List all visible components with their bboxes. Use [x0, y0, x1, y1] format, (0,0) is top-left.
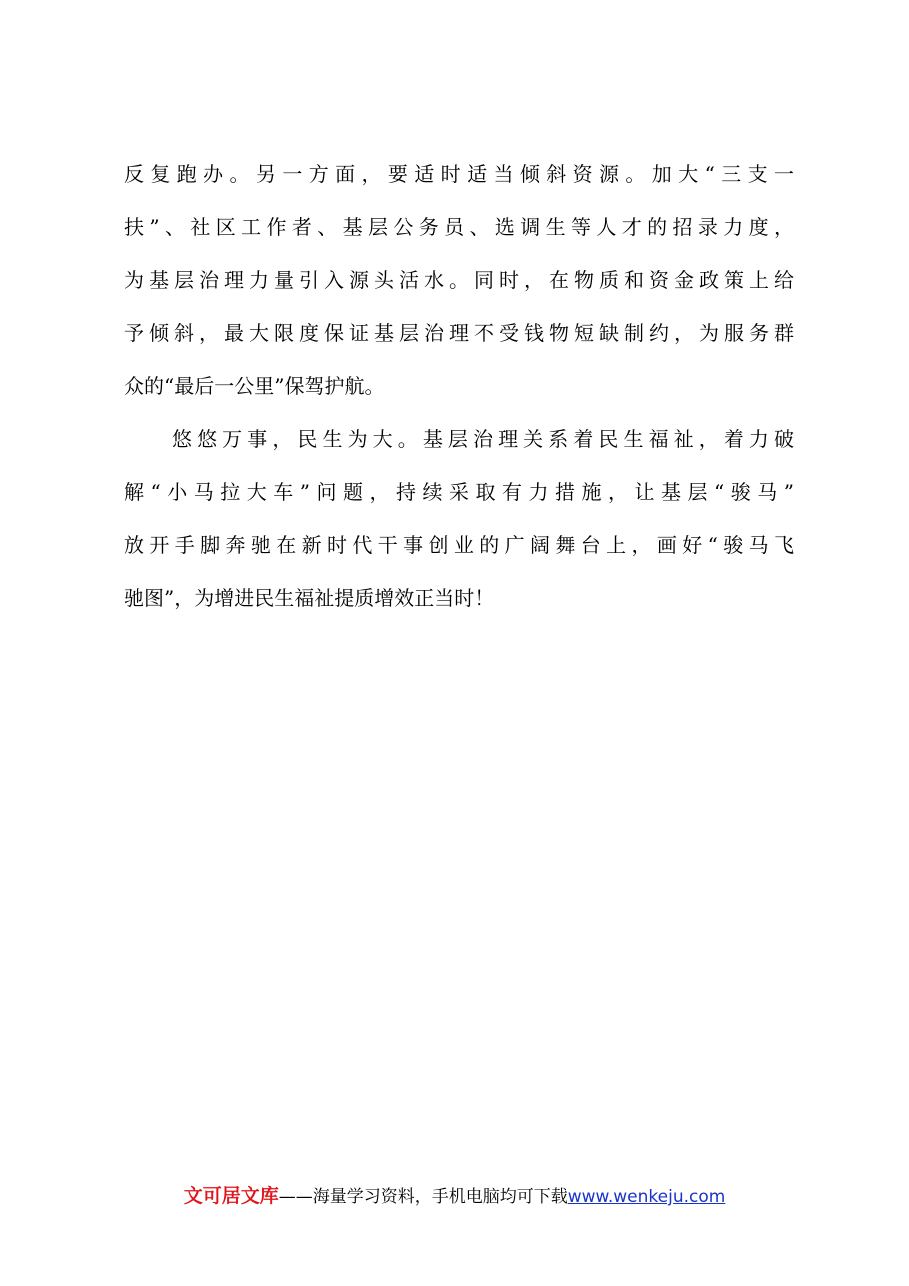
paragraph-line: 解“小马拉大车”问题，持续采取有力措施，让基层“骏马”: [124, 480, 794, 504]
paragraph-line: 为基层治理力量引入源头活水。同时，在物质和资金政策上给: [124, 268, 794, 292]
paragraph-line: 放开手脚奔驰在新时代干事创业的广阔舞台上，画好“骏马飞: [124, 533, 794, 557]
paragraph-line: 驰图”，为增进民生福祉提质增效正当时！: [124, 586, 495, 610]
paragraph-2: [124, 413, 794, 625]
footer-brand: 文可居文库: [183, 1185, 279, 1207]
paragraph-line: 反复跑办。另一方面，要适时适当倾斜资源。加大“三支一: [124, 162, 794, 186]
paragraph-1: [124, 148, 794, 413]
footer-link[interactable]: www.wenkeju.com: [567, 1187, 726, 1207]
article-body: [124, 148, 794, 625]
paragraph-line: 众的“最后一公里”保驾护航。: [124, 374, 385, 398]
paragraph-line: 予倾斜，最大限度保证基层治理不受钱物短缺制约，为服务群: [124, 321, 794, 345]
page-footer: [0, 1183, 909, 1210]
paragraph-line: 扶”、社区工作者、基层公务员、选调生等人才的招录力度，: [124, 215, 794, 239]
footer-slogan: ——海量学习资料，手机电脑均可下载: [278, 1187, 568, 1207]
paragraph-line: 悠悠万事，民生为大。基层治理关系着民生福祉，着力破: [172, 427, 794, 451]
